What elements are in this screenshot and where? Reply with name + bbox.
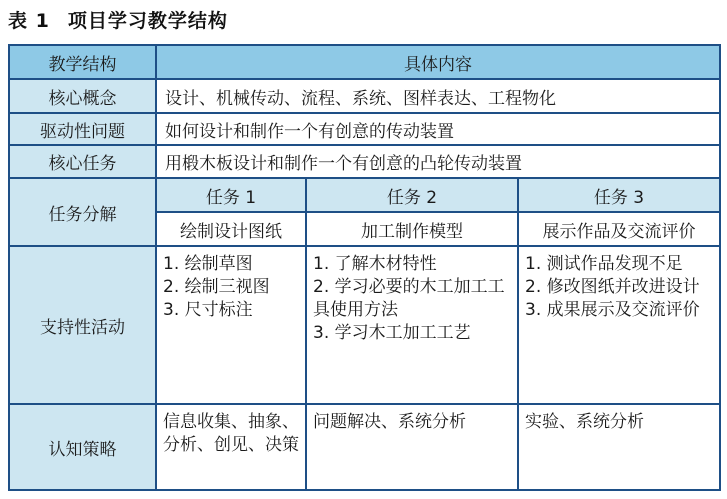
header-structure: 教学结构 [9, 45, 156, 79]
task-1-desc: 绘制设计图纸 [156, 212, 306, 246]
support-task-2-item: 3. 学习木工加工工艺 [313, 323, 471, 343]
header-row [9, 45, 720, 79]
label-driving-question: 驱动性问题 [9, 113, 156, 145]
support-task-3-item: 1. 测试作品发现不足 [525, 254, 683, 274]
row-driving-question [9, 113, 720, 145]
support-task-1-item: 1. 绘制草图 [163, 254, 253, 274]
support-task-1-item: 2. 绘制三视图 [163, 277, 270, 297]
table-caption [8, 6, 228, 33]
label-cognitive-strategy: 认知策略 [9, 404, 156, 490]
content-driving-question: 如何设计和制作一个有创意的传动装置 [156, 113, 720, 145]
task-1-name: 任务 1 [156, 178, 306, 212]
caption-number: 表 1 [8, 10, 50, 32]
support-task-3-item: 2. 修改图纸并改进设计 [525, 277, 700, 297]
task-2-name: 任务 2 [306, 178, 518, 212]
label-core-task: 核心任务 [9, 145, 156, 178]
row-core-concept [9, 79, 720, 113]
task-2-desc: 加工制作模型 [306, 212, 518, 246]
task-3-desc: 展示作品及交流评价 [518, 212, 720, 246]
label-task-breakdown: 任务分解 [9, 178, 156, 246]
row-cognitive-strategy [9, 404, 720, 490]
row-support-activities [9, 246, 720, 404]
strategy-task-3: 实验、系统分析 [518, 404, 720, 490]
caption-title: 项目学习教学结构 [67, 10, 228, 32]
teaching-structure-table [8, 44, 721, 491]
support-task-2 [306, 246, 518, 404]
support-task-1 [156, 246, 306, 404]
row-task-names [9, 178, 720, 212]
strategy-task-1: 信息收集、抽象、分析、创见、决策 [156, 404, 306, 490]
strategy-task-2: 问题解决、系统分析 [306, 404, 518, 490]
label-support-activities: 支持性活动 [9, 246, 156, 404]
support-task-2-item: 1. 了解木材特性 [313, 254, 437, 274]
content-core-concept: 设计、机械传动、流程、系统、图样表达、工程物化 [156, 79, 720, 113]
row-core-task [9, 145, 720, 178]
content-core-task: 用椴木板设计和制作一个有创意的凸轮传动装置 [156, 145, 720, 178]
support-task-2-item: 2. 学习必要的木工加工工具使用方法 [313, 277, 505, 320]
support-task-3-item: 3. 成果展示及交流评价 [525, 300, 700, 320]
task-3-name: 任务 3 [518, 178, 720, 212]
header-content: 具体内容 [156, 45, 720, 79]
support-task-3 [518, 246, 720, 404]
support-task-1-item: 3. 尺寸标注 [163, 300, 253, 320]
label-core-concept: 核心概念 [9, 79, 156, 113]
